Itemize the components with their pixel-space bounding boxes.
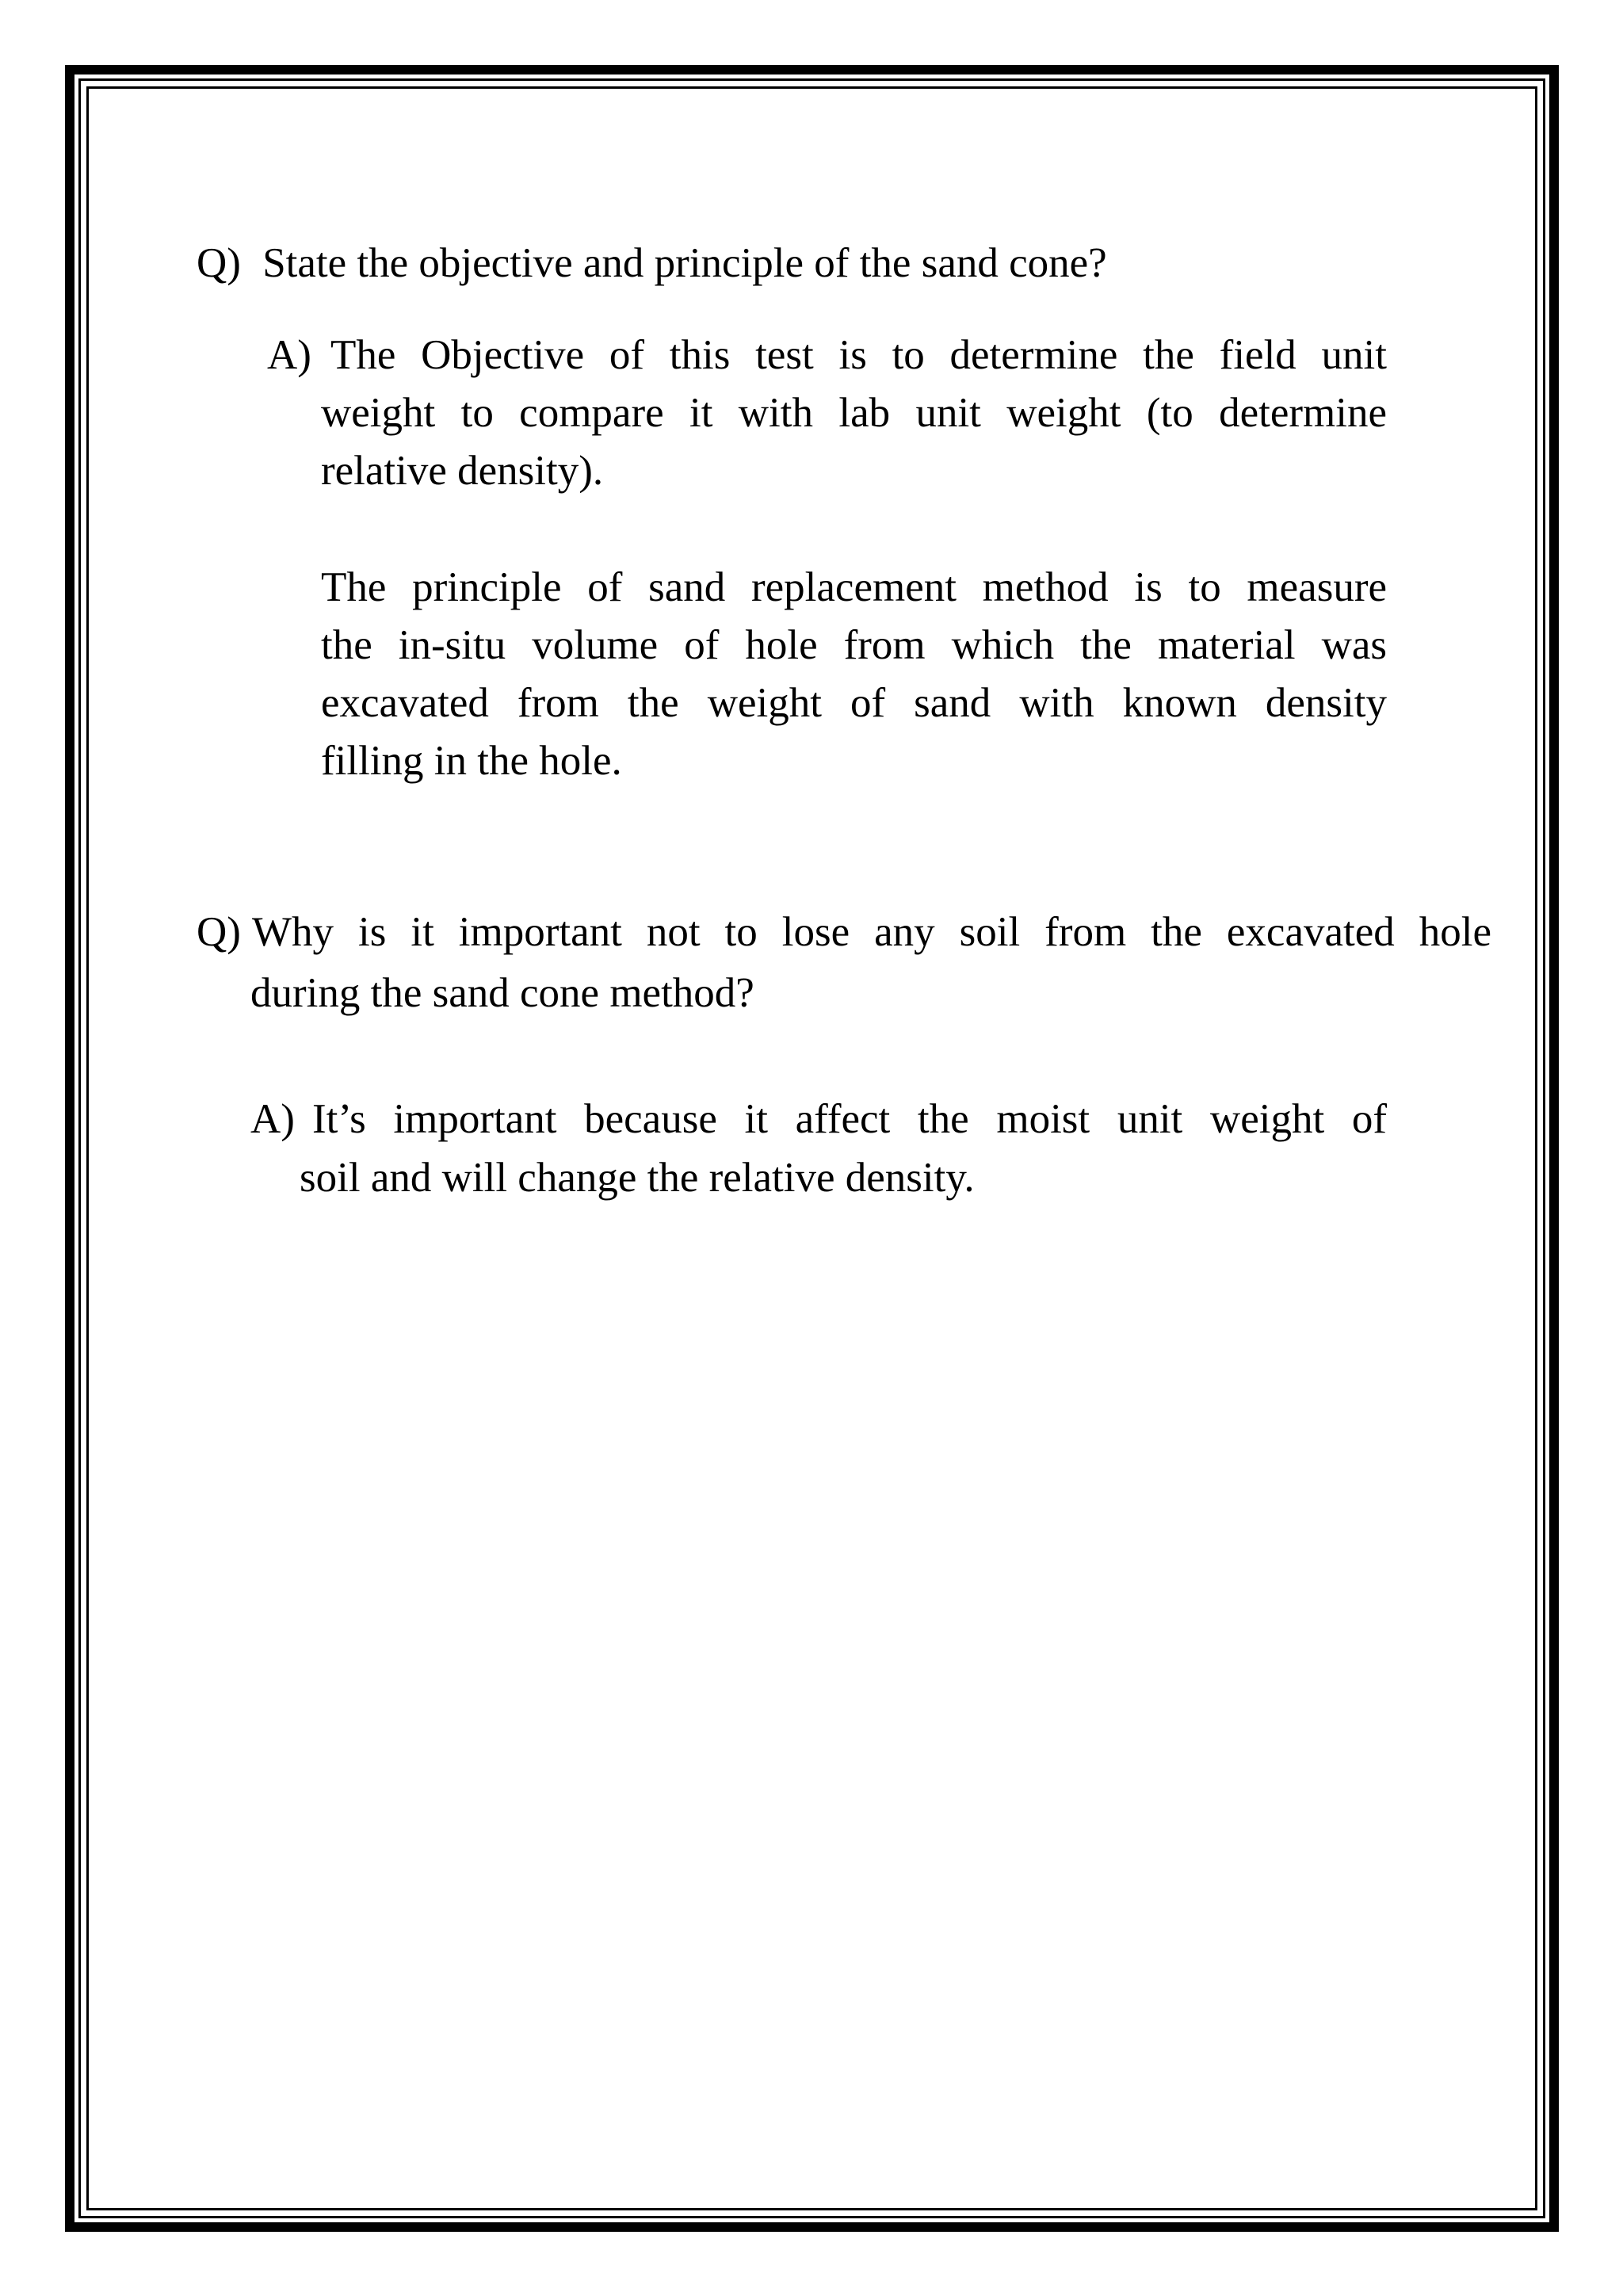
question-2-label: Q) xyxy=(197,909,241,955)
answer-1-line-2: weight to compare it with lab unit weight (to determine xyxy=(321,390,1387,436)
question-1-text: State the objective and principle of the sand cone? xyxy=(262,240,1107,286)
answer-2-label: A) xyxy=(250,1096,295,1142)
question-1-label: Q) xyxy=(197,240,241,286)
answer-1-principle-line-4: filling in the hole. xyxy=(321,738,622,784)
question-2-line-2: during the sand cone method? xyxy=(250,970,754,1016)
answer-2-line-1: It’s important because it affect the moist unit weight of xyxy=(312,1096,1387,1142)
answer-1-label: A) xyxy=(267,332,311,378)
answer-1-principle-line-3: excavated from the weight of sand with known density xyxy=(321,680,1387,726)
answer-1-line-3: relative density). xyxy=(321,448,604,494)
answer-1-principle-line-2: the in-situ volume of hole from which the material was xyxy=(321,622,1387,668)
question-2-line-1: Why is it important not to lose any soil from the excavated hole xyxy=(252,909,1491,955)
answer-1-principle-line-1: The principle of sand replacement method is to measure xyxy=(321,564,1387,610)
answer-1-line-1: The Objective of this test is to determine the field unit xyxy=(330,332,1387,378)
answer-2-line-2: soil and will change the relative density. xyxy=(300,1155,975,1201)
question-1 xyxy=(197,235,1107,292)
